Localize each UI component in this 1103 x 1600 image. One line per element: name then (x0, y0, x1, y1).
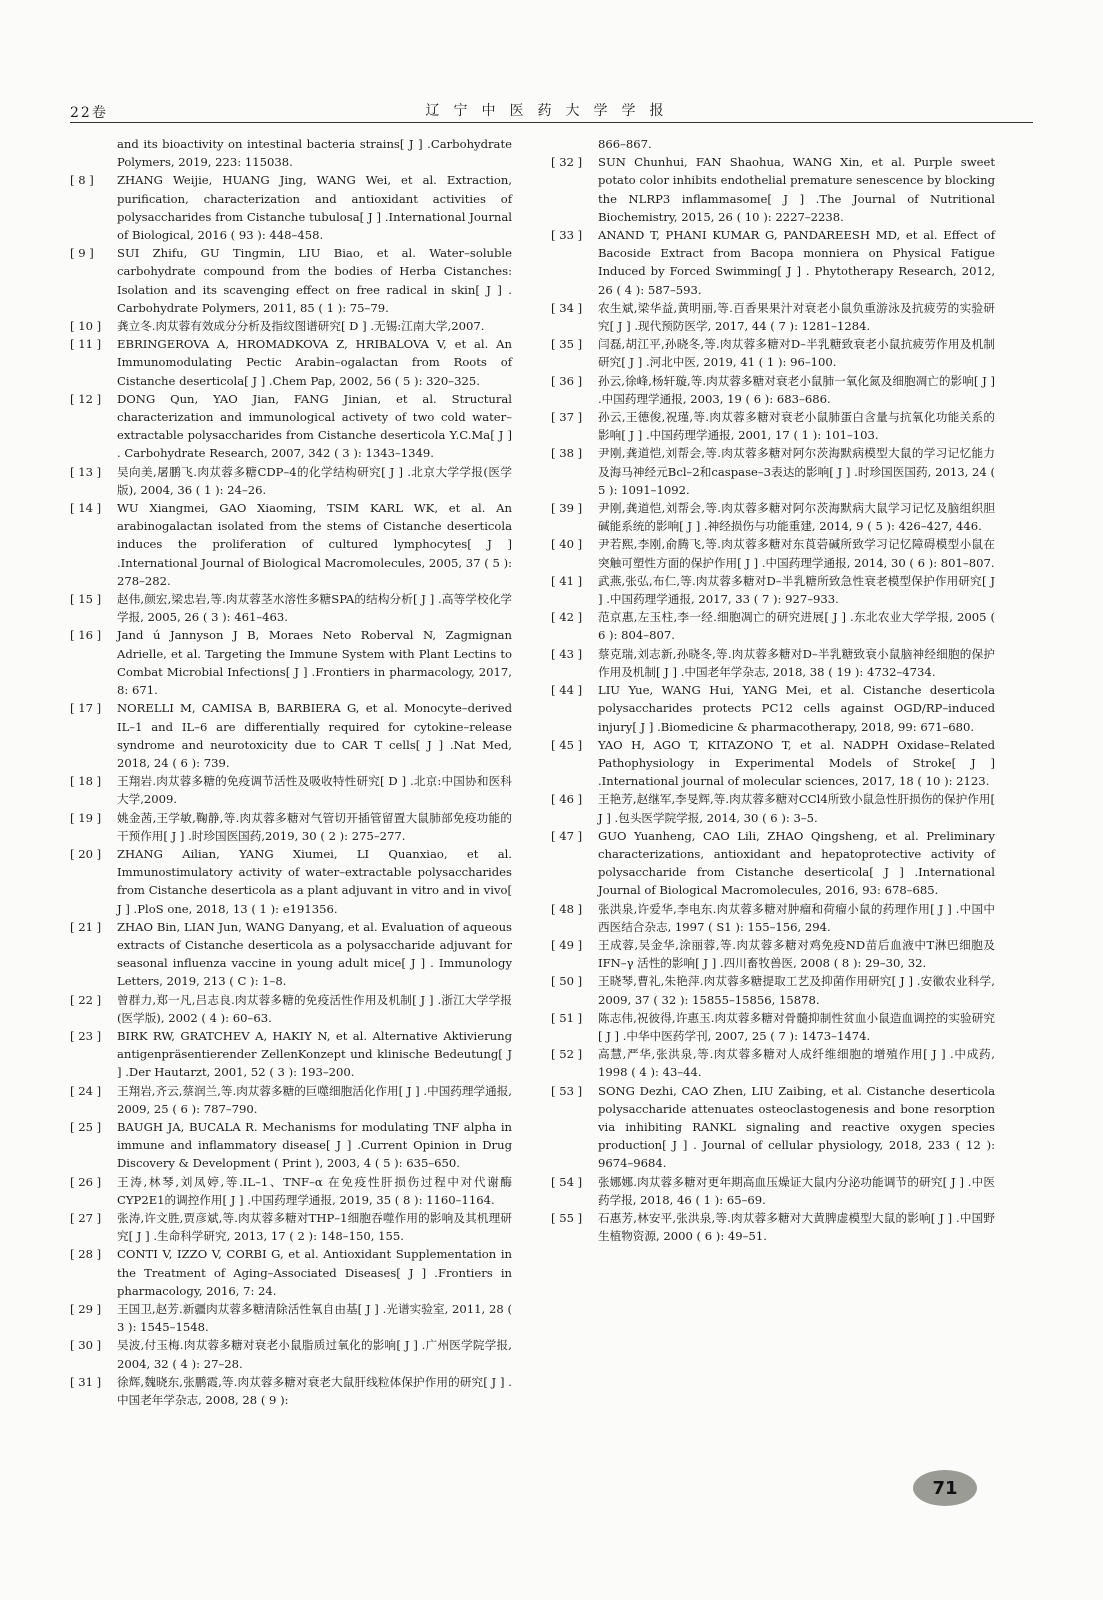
reference-number: [ 28 ] (70, 1247, 102, 1262)
reference-list-right (551, 153, 995, 1245)
reference-item (551, 299, 995, 335)
reference-text: WU Xiangmei, GAO Xiaoming, TSIM KARL WK, et al. An arabinogalactan isolated from the stems of Cistanche deserticola induces the proliferation of cultured lymphocytes[ J ] .International Journal of Biological Macromolecules, 2005, 37 ( 5 ): 278–282. (117, 501, 512, 588)
reference-number: [ 53 ] (551, 1083, 583, 1098)
journal-title: 辽宁中医药大学学报 (425, 103, 678, 119)
reference-text: DONG Qun, YAO Jian, FANG Jinian, et al. Structural characterization and immunological activety of two cold water–extractable polysaccharides from Cistanche deserticola Y.C.Ma[ J ] . Carbohydrate Research, 2007, 342 ( 3 ): 1343–1349. (117, 391, 512, 461)
reference-text: EBRINGEROVA A, HROMADKOVA Z, HRIBALOVA V, et al. An Immunomodulating Pectic Arabin–ogalactan from Roots of Cistanche deserticola[ J ] .Chem Pap, 2002, 56 ( 5 ): 320–325. (117, 337, 512, 388)
reference-number: [ 25 ] (70, 1119, 102, 1134)
reference-item (551, 1082, 995, 1173)
reference-item (551, 736, 995, 791)
reference-text: Jand ú Jannyson J B, Moraes Neto Roberval N, Zagmignan Adrielle, et al. Targeting the Immune System with Plant Lectins to Combat Microbial Infections[ J ] .Frontiers in pharmacology, 2017, 8: 671. (117, 628, 512, 698)
reference-text: ZHANG Weijie, HUANG Jing, WANG Wei, et al. Extraction, purification, characterization and antioxidant activities of polysaccharides from Cistanche tubulosa[ J ] .International Journal of Biological, 2016 ( 93 ): 448–458. (117, 173, 512, 243)
reference-number: [ 29 ] (70, 1302, 102, 1316)
reference-item (70, 772, 512, 808)
reference-item (551, 535, 995, 571)
reference-item (70, 1209, 512, 1245)
reference-item (70, 317, 512, 335)
reference-text: 张娜娜.肉苁蓉多糖对更年期高血压燥证大鼠内分泌功能调节的研究[ J ] .中医药学报, 2018, 46 ( 1 ): 65–69. (598, 1174, 995, 1207)
reference-text: 姚金茜,王学敏,鞠静,等.肉苁蓉多糖对气管切开插管留置大鼠肺部免疫功能的干预作用[ J ] .时珍国医国药,2019, 30 ( 2 ): 275–277. (117, 810, 512, 843)
reference-number: [ 54 ] (551, 1174, 583, 1189)
reference-item (70, 390, 512, 463)
reference-text: LIU Yue, WANG Hui, YANG Mei, et al. Cistanche deserticola polysaccharides protects PC12 cells against OGD/RP–induced injury[ J ] .Biomedicine & pharmacotherapy, 2018, 99: 671–680. (598, 683, 995, 734)
reference-number: [ 26 ] (70, 1174, 102, 1189)
reference-number: [ 39 ] (551, 501, 583, 516)
reference-item (70, 991, 512, 1027)
reference-item (551, 572, 995, 608)
reference-item (70, 1336, 512, 1372)
reference-text: 王翔岩,齐云,蔡润兰,等.肉苁蓉多糖的巨噬细胞活化作用[ J ] .中国药理学通报, 2009, 25 ( 6 ): 787–790. (117, 1083, 512, 1116)
reference-item (70, 1027, 512, 1082)
right-column (551, 135, 995, 1245)
reference-number: [ 47 ] (551, 828, 583, 843)
reference-text: 孙云,徐峰,杨轩璇,等.肉苁蓉多糖对衰老小鼠肺一氧化氮及细胞凋亡的影响[ J ] .中国药理学通报, 2003, 19 ( 6 ): 683–686. (598, 373, 995, 406)
reference-number: [ 12 ] (70, 391, 102, 406)
reference-item (551, 372, 995, 408)
reference-item (551, 936, 995, 972)
reference-number: [ 34 ] (551, 300, 583, 315)
reference-text: 孙云,王德俊,祝瑾,等.肉苁蓉多糖对衰老小鼠肺蛋白含量与抗氧化功能关系的影响[ J ] .中国药理学通报, 2001, 17 ( 1 ): 101–103. (598, 410, 995, 443)
left-column (70, 135, 512, 1409)
reference-item (70, 845, 512, 918)
reference-number: [ 8 ] (70, 173, 94, 188)
reference-number: [ 9 ] (70, 246, 94, 261)
reference-list-left (70, 171, 512, 1409)
reference-text: ZHAO Bin, LIAN Jun, WANG Danyang, et al. Evaluation of aqueous extracts of Cistanche deserticola as a polysaccharide adjuvant for seasonal influenza vaccine in young adult mice[ J ] . Immunology Letters, 2019, 213 ( C ): 1–8. (117, 919, 512, 989)
reference-item (70, 918, 512, 991)
reference-item (70, 499, 512, 590)
reference-number: [ 32 ] (551, 155, 583, 170)
reference-number: [ 35 ] (551, 337, 583, 352)
reference-item (551, 408, 995, 444)
reference-number: [ 27 ] (70, 1210, 102, 1225)
reference-text: 龚立冬.肉苁蓉有效成分分析及指纹图谱研究[ D ] .无锡:江南大学,2007. (117, 319, 485, 334)
reference-number: [ 41 ] (551, 573, 583, 588)
reference-item (551, 1045, 995, 1081)
reference-number: [ 45 ] (551, 737, 583, 752)
reference-number: [ 43 ] (551, 646, 583, 661)
reference-item (70, 463, 512, 499)
reference-text: 王艳芳,赵继军,李旻辉,等.肉苁蓉多糖对CCl4所致小鼠急性肝损伤的保护作用[ J ] .包头医学院学报, 2014, 30 ( 6 ): 3–5. (598, 792, 995, 825)
reference-number: [ 20 ] (70, 846, 102, 861)
reference-text: SUI Zhifu, GU Tingmin, LIU Biao, et al. Water–soluble carbohydrate compound from the bodies of Herba Cistanches: Isolation and its scavenging effect on free radical in skin[ J ] . Carbohydrate Polymers, 2011, 85 ( 1 ): 75–79. (117, 246, 512, 315)
reference-number: [ 16 ] (70, 628, 102, 643)
reference-item (551, 1209, 995, 1245)
reference-number: [ 22 ] (70, 992, 102, 1007)
reference-text: SONG Dezhi, CAO Zhen, LIU Zaibing, et al. Cistanche deserticola polysaccharide attenuates osteoclastogenesis and bone resorption via inhibiting RANKL signaling and reactive oxygen species production[ J ] . Journal of cellular physiology, 2018, 233 ( 12 ): 9674–9684. (598, 1083, 995, 1171)
reference-item (551, 153, 995, 226)
reference-text: GUO Yuanheng, CAO Lili, ZHAO Qingsheng, et al. Preliminary characterizations, antioxidant and hepatoprotective activity of polysaccharide from Cistanche deserticola[ J ] .International Journal of Biological Macromolecules, 2016, 93: 678–685. (598, 828, 995, 898)
reference-number: [ 55 ] (551, 1210, 583, 1225)
reference-number: [ 44 ] (551, 683, 583, 698)
reference-text: 王翔岩.肉苁蓉多糖的免疫调节活性及吸收特性研究[ D ] .北京:中国协和医科大学,2009. (117, 774, 512, 807)
reference-number: [ 38 ] (551, 446, 583, 461)
reference-text: BIRK RW, GRATCHEV A, HAKIY N, et al. Alternative Aktivierung antigenpräsentierender ZellenKonzept und klinische Bedeutung[ J ] .Der Hautarzt, 2001, 52 ( 3 ): 193–200. (117, 1028, 512, 1080)
reference-item (70, 1300, 512, 1336)
reference-item (551, 681, 995, 736)
reference-number: [ 30 ] (70, 1338, 102, 1353)
reference-item (551, 499, 995, 535)
reference-text: 范京惠,左玉柱,李一经.细胞凋亡的研究进展[ J ] .东北农业大学学报, 2005 ( 6 ): 804–807. (598, 610, 995, 643)
reference-text: 农生斌,梁华益,黄明丽,等.百香果果汁对衰老小鼠负重游泳及抗疲劳的实验研究[ J ] .现代预防医学, 2017, 44 ( 7 ): 1281–1284. (598, 300, 995, 334)
reference-text: BAUGH JA, BUCALA R. Mechanisms for modulating TNF alpha in immune and inflammatory disease[ J ] .Current Opinion in Drug Discovery & Development ( Print ), 2003, 4 ( 5 ): 635–650. (117, 1119, 512, 1171)
reference-item (551, 444, 995, 499)
reference-number: [ 15 ] (70, 592, 102, 607)
reference-number: [ 23 ] (70, 1028, 102, 1043)
reference-text: ANAND T, PHANI KUMAR G, PANDAREESH MD, et al. Effect of Bacoside Extract from Bacopa monniera on Physical Fatigue Induced by Forced Swimming[ J ] . Phytotherapy Research, 2012, 26 ( 4 ): 587–593. (598, 228, 995, 297)
reference-item (551, 827, 995, 900)
reference-text: 尹刚,龚道恺,刘帮会,等.肉苁蓉多糖对阿尔茨海默病大鼠学习记忆及脑组织胆碱能系统的影响[ J ] .神经损伤与功能重建, 2014, 9 ( 5 ): 426–427, 446. (598, 501, 995, 534)
reference-item (70, 626, 512, 699)
reference-text: 王国卫,赵芳.新疆肉苁蓉多糖清除活性氧自由基[ J ] .光谱实验室, 2011, 28 ( 3 ): 1545–1548. (117, 1302, 512, 1335)
reference-item (70, 171, 512, 244)
reference-text: 张洪泉,许爱华,李电东.肉苁蓉多糖对肿瘤和荷瘤小鼠的药理作用[ J ] .中国中西医结合杂志, 1997 ( S1 ): 155–156, 294. (598, 901, 995, 934)
reference-number: [ 33 ] (551, 228, 583, 243)
reference-text: 赵伟,颜宏,梁忠岩,等.肉苁蓉茎水溶性多糖SPA的结构分析[ J ] .高等学校化学学报, 2005, 26 ( 3 ): 461–463. (117, 592, 512, 625)
reference-item (551, 790, 995, 826)
reference-number: [ 48 ] (551, 901, 583, 916)
reference-number: [ 36 ] (551, 373, 583, 388)
reference-number: [ 17 ] (70, 701, 102, 716)
reference-text: CONTI V, IZZO V, CORBI G, et al. Antioxidant Supplementation in the Treatment of Aging–Associated Diseases[ J ] .Frontiers in pharmacology, 2016, 7: 24. (117, 1247, 512, 1298)
reference-item (551, 335, 995, 371)
reference-text: 蔡克瑞,刘志新,孙晓冬,等.肉苁蓉多糖对D–半乳糖致衰小鼠脑神经细胞的保护作用及机制[ J ] .中国老年学杂志, 2018, 38 ( 19 ): 4732–4734. (598, 646, 995, 679)
reference-text: 王成蓉,吴金华,涂丽蓉,等.肉苁蓉多糖对鸡免疫ND苗后血液中T淋巴细胞及IFN–γ 活性的影响[ J ] .四川畜牧兽医, 2008 ( 8 ): 29–30, 32. (598, 937, 995, 971)
reference-item (551, 608, 995, 644)
reference-item (70, 244, 512, 317)
reference-text: ZHANG Ailian, YANG Xiumei, LI Quanxiao, et al. Immunostimulatory activity of water–extractable polysaccharides from Cistanche deserticola as a plant adjuvant in vitro and in vivo[ J ] .PloS one, 2018, 13 ( 1 ): e191356. (117, 846, 512, 916)
reference-number: [ 49 ] (551, 937, 583, 952)
reference-text: 吴波,付玉梅.肉苁蓉多糖对衰老小鼠脂质过氧化的影响[ J ] .广州医学院学报, 2004, 32 ( 4 ): 27–28. (117, 1338, 512, 1371)
reference-item (70, 1245, 512, 1300)
reference-text: 徐辉,魏晓东,张鹏霞,等.肉苁蓉多糖对衰老大鼠肝线粒体保护作用的研究[ J ] .中国老年学杂志, 2008, 28 ( 9 ): (117, 1374, 512, 1408)
reference-number: [ 31 ] (70, 1374, 102, 1389)
reference-item (70, 1373, 512, 1409)
reference-item (551, 645, 995, 681)
reference-text: 陈志伟,祝彼得,许惠玉.肉苁蓉多糖对骨髓抑制性贫血小鼠造血调控的实验研究[ J ] .中华中医药学刊, 2007, 25 ( 7 ): 1473–1474. (598, 1010, 995, 1043)
reference-item (70, 590, 512, 626)
reference-continuation: and its bioactivity on intestinal bacteria strains[ J ] .Carbohydrate Polymers, 2019, 223: 115038. (117, 137, 512, 170)
reference-item (551, 972, 995, 1008)
reference-number: [ 10 ] (70, 319, 102, 334)
reference-item (70, 1082, 512, 1118)
reference-number: [ 40 ] (551, 537, 583, 552)
reference-text: 石惠芳,林安平,张洪泉,等.肉苁蓉多糖对大黄脾虚模型大鼠的影响[ J ] .中国野生植物资源, 2000 ( 6 ): 49–51. (598, 1210, 995, 1244)
reference-item (551, 1173, 995, 1209)
reference-item (551, 1009, 995, 1045)
reference-item (551, 900, 995, 936)
reference-text: 尹若熙,李刚,俞腾飞,等.肉苁蓉多糖对东莨菪碱所致学习记忆障碍模型小鼠在突触可塑性方面的保护作用[ J ] .中国药理学通报, 2014, 30 ( 6 ): 801–807. (598, 537, 995, 570)
reference-text: NORELLI M, CAMISA B, BARBIERA G, et al. Monocyte–derived IL–1 and IL–6 are differentially required for cytokine–release syndrome and neurotoxicity due to CAR T cells[ J ] .Nat Med, 2018, 24 ( 6 ): 739. (117, 701, 512, 770)
reference-number: [ 13 ] (70, 464, 102, 479)
reference-number: [ 37 ] (551, 410, 583, 425)
reference-item (70, 809, 512, 845)
reference-item (70, 1118, 512, 1173)
reference-number: [ 11 ] (70, 337, 102, 352)
reference-number: [ 46 ] (551, 792, 583, 807)
reference-number: [ 18 ] (70, 774, 102, 789)
reference-number: [ 51 ] (551, 1010, 583, 1025)
reference-item (70, 699, 512, 772)
reference-number: [ 24 ] (70, 1083, 102, 1098)
reference-text: 高慧,严华,张洪泉,等.肉苁蓉多糖对人成纤维细胞的增殖作用[ J ] .中成药, 1998 ( 4 ): 43–44. (598, 1047, 995, 1080)
reference-item (70, 335, 512, 390)
reference-text: SUN Chunhui, FAN Shaohua, WANG Xin, et al. Purple sweet potato color inhibits endothelial premature senescence by blocking the NLRP3 inflammasome[ J ] .The Journal of Nutritional Biochemistry, 2015, 26 ( 10 ): 2227–2238. (598, 155, 995, 224)
reference-number: [ 42 ] (551, 610, 583, 625)
reference-text: 闫磊,胡江平,孙晓冬,等.肉苁蓉多糖对D–半乳糖致衰老小鼠抗疲劳作用及机制研究[ J ] .河北中医, 2019, 41 ( 1 ): 96–100. (598, 337, 995, 370)
reference-number: [ 52 ] (551, 1047, 583, 1062)
reference-text: 王晓琴,曹礼,朱艳萍.肉苁蓉多糖提取工艺及抑菌作用研究[ J ] .安徽农业科学, 2009, 37 ( 32 ): 15855–15856, 15878. (598, 974, 995, 1007)
volume-label: 22卷 (70, 105, 108, 121)
reference-text: 吴向美,屠鹏飞.肉苁蓉多糖CDP–4的化学结构研究[ J ] .北京大学学报(医学版), 2004, 36 ( 1 ): 24–26. (117, 464, 512, 497)
reference-continuation: 866–867. (598, 137, 652, 151)
reference-text: 尹刚,龚道恺,刘帮会,等.肉苁蓉多糖对阿尔茨海默病模型大鼠的学习记忆能力及海马神经元Bcl–2和caspase–3表达的影响[ J ] .时珍国医国药, 2013, 24 ( 5 ): 1091–1092. (598, 446, 995, 497)
reference-text: 曾群力,郑一凡,吕志良.肉苁蓉多糖的免疫活性作用及机制[ J ] .浙江大学学报(医学版), 2002 ( 4 ): 60–63. (117, 992, 512, 1025)
reference-item (551, 226, 995, 299)
reference-text: 武燕,张弘,布仁,等.肉苁蓉多糖对D–半乳糖所致急性衰老模型保护作用研究[ J ] .中国药理学通报, 2017, 33 ( 7 ): 927–933. (598, 573, 995, 607)
reference-number: [ 21 ] (70, 919, 102, 934)
running-header (70, 100, 1033, 123)
page-number: 71 (913, 1470, 977, 1506)
reference-item (70, 1173, 512, 1209)
reference-number: [ 19 ] (70, 810, 102, 825)
reference-text: 王涛,林琴,刘凤婷,等.IL–1、TNF–α 在免疫性肝损伤过程中对代谢酶CYP2E1的调控作用[ J ] .中国药理学通报, 2019, 35 ( 8 ): 1160–1164. (117, 1174, 512, 1207)
reference-number: [ 14 ] (70, 501, 102, 516)
reference-text: 张涛,许文胜,贾彦斌,等.肉苁蓉多糖对THP–1细胞吞噬作用的影响及其机理研究[ J ] .生命科学研究, 2013, 17 ( 2 ): 148–150, 155. (117, 1210, 512, 1244)
reference-number: [ 50 ] (551, 974, 583, 989)
reference-text: YAO H, AGO T, KITAZONO T, et al. NADPH Oxidase–Related Pathophysiology in Experimental Models of Stroke[ J ] .International journal of molecular sciences, 2017, 18 ( 10 ): 2123. (598, 737, 995, 789)
